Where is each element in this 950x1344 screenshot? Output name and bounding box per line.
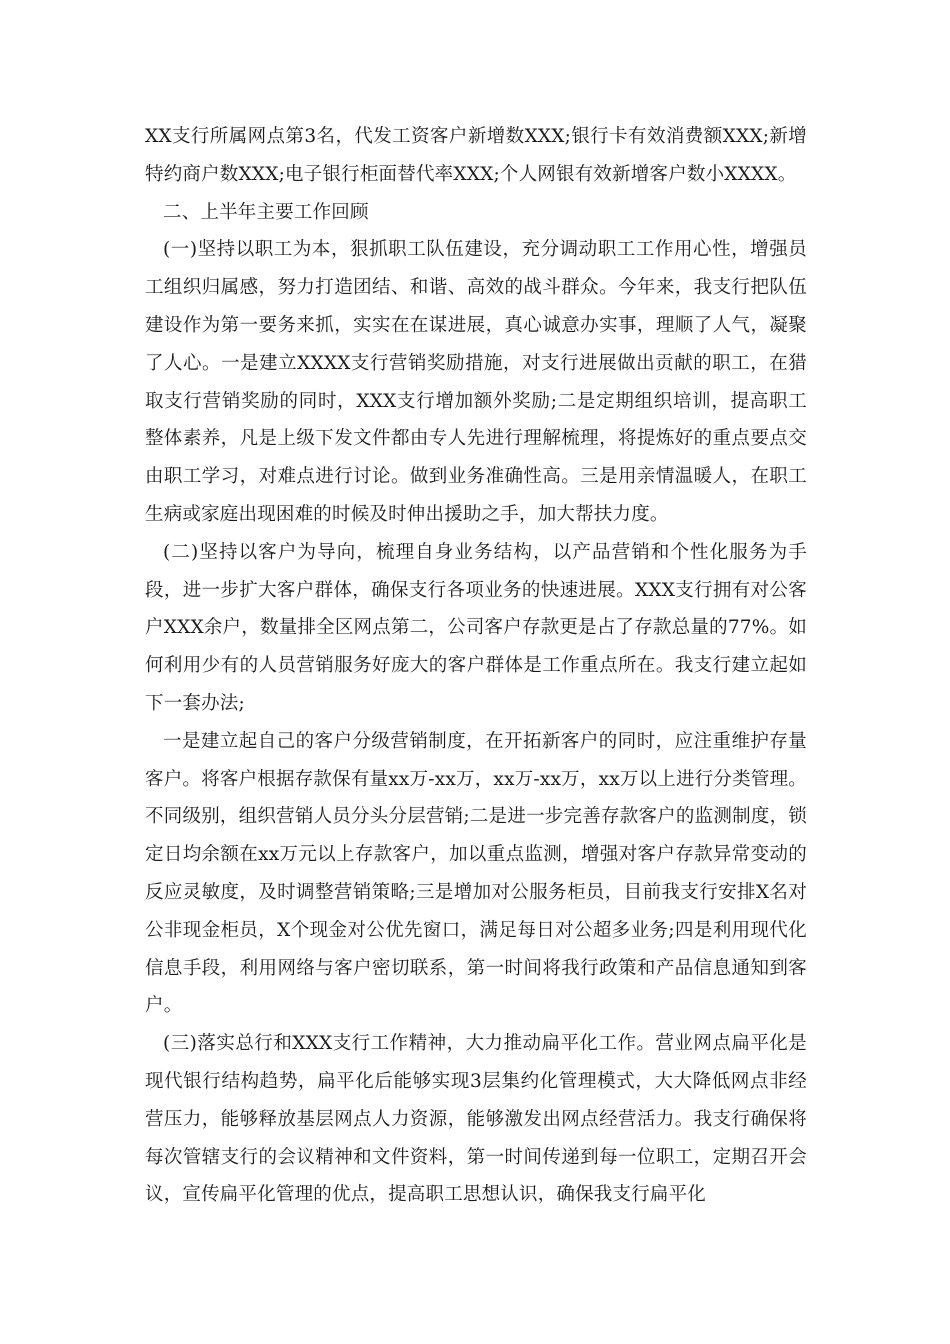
document-body (145, 118, 807, 1214)
paragraph-customer-orientation: (二)坚持以客户为导向，梳理自身业务结构，以产品营销和个性化服务为手段，进一步扩大客户群体，确保支行各项业务的快速进展。XXX支行拥有对公客户XXX余户，数量排全区网点第二，公司客户存款更是占了存款总量的77%。如何利用少有的人员营销服务好庞大的客户群体是工作重点所在。我支行建立起如下一套办法; (145, 541, 807, 714)
paragraph-summary-continuation: XX支行所属网点第3名，代发工资客户新增数XXX;银行卡有效消费额XXX;新增特约商户数XXX;电子银行柜面替代率XXX;个人网银有效新增客户数小XXXX。 (145, 126, 807, 185)
paragraph-staff-building: (一)坚持以职工为本，狠抓职工队伍建设，充分调动职工工作用心性，增强员工组织归属感，努力打造团结、和谐、高效的战斗群众。今年来，我支行把队伍建设作为第一要务来抓，实实在在谋进展，真心诚意办实事，理顺了人气，凝聚了人心。一是建立XXXX支行营销奖励措施，对支行进展做出贡献的职工，在猎取支行营销奖励的同时，XXX支行增加额外奖励;二是定期组织培训，提高职工整体素养，凡是上级下发文件都由专人先进行理解梳理，将提炼好的重点要点交由职工学习，对难点进行讨论。做到业务准确性高。三是用亲情温暖人，在职工生病或家庭出现困难的时候及时伸出援助之手，加大帮扶力度。 (145, 239, 807, 525)
paragraph-customer-tiering: 一是建立起自己的客户分级营销制度，在开拓新客户的同时，应注重维护存量客户。将客户根据存款保有量xx万-xx万，xx万-xx万，xx万以上进行分类管理。不同级别，组织营销人员分头分层营销;二是进一步完善存款客户的监测制度，锁定日均余额在xx万元以上存款客户，加以重点监测，增强对客户存款异常变动的反应灵敏度，及时调整营销策略;三是增加对公服务柜员，目前我支行安排X名对公非现金柜员，X个现金对公优先窗口，满足每日对公超多业务;四是利用现代化信息手段，利用网络与客户密切联系，第一时间将我行政策和产品信息通知到客户。 (145, 730, 807, 1017)
section-heading-review: 二、上半年主要工作回顾 (163, 201, 369, 223)
paragraph-flattening: (三)落实总行和XXX支行工作精神，大力推动扁平化工作。营业网点扁平化是现代银行结构趋势，扁平化后能够实现3层集约化管理模式，大大降低网点非经营压力，能够释放基层网点人力资源，能够激发出网点经营活力。我支行确保将每次管辖支行的会议精神和文件资料，第一时间传递到每一位职工，定期召开会议，宣传扁平化管理的优点，提高职工思想认识，确保我支行扁平化 (145, 1033, 807, 1206)
